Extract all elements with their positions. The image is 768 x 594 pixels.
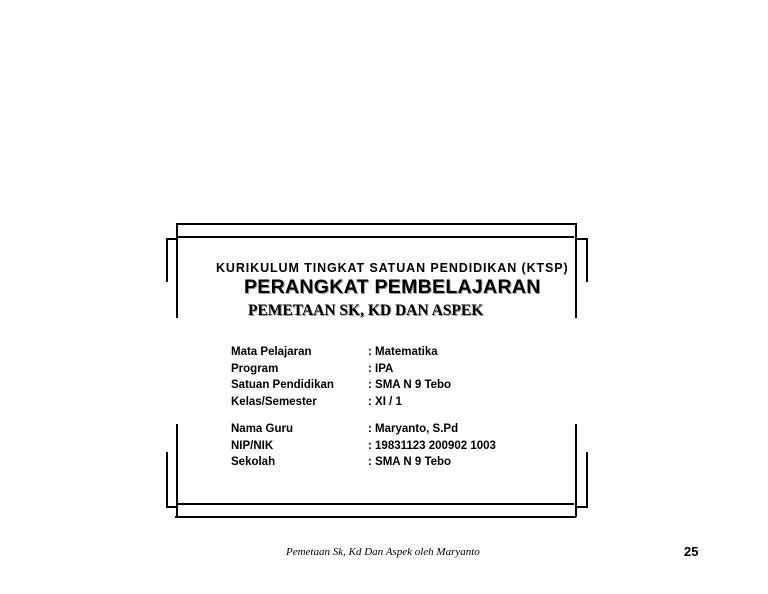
info-value: : IPA [368,362,394,375]
info-value: : Matematika [368,346,438,358]
info-label: Program [231,362,279,375]
info-label: Sekolah [231,456,276,468]
info-label: NIP/NIK [231,439,274,452]
footer-text: Pemetaan Sk, Kd Dan Aspek oleh Maryanto [286,546,480,558]
info-value: : Maryanto, S.Pd [368,423,459,435]
info-value: : 19831123 200902 1003 [368,439,496,452]
teacher-info-table [231,421,496,471]
info-row [231,377,451,394]
info-row [231,394,451,411]
info-row [231,438,496,455]
info-label: Nama Guru [231,423,293,435]
document-subtitle: PEMETAAN SK, KD DAN ASPEK [248,302,484,319]
info-value: : SMA N 9 Tebo [368,456,452,468]
page-number: 25 [684,544,699,559]
info-label: Kelas/Semester [231,395,317,408]
document-title: PERANGKAT PEMBELAJARAN [244,276,541,298]
info-row [231,361,451,378]
info-row [231,421,496,438]
info-value: : XI / 1 [368,395,402,408]
info-value: : SMA N 9 Tebo [368,379,452,391]
info-row [231,344,451,361]
info-label: Mata Pelajaran [231,346,312,358]
info-row [231,454,496,471]
info-label: Satuan Pendidikan [231,379,334,391]
curriculum-heading: KURIKULUM TINGKAT SATUAN PENDIDIKAN (KTSP) [216,261,569,275]
course-info-table [231,344,451,410]
